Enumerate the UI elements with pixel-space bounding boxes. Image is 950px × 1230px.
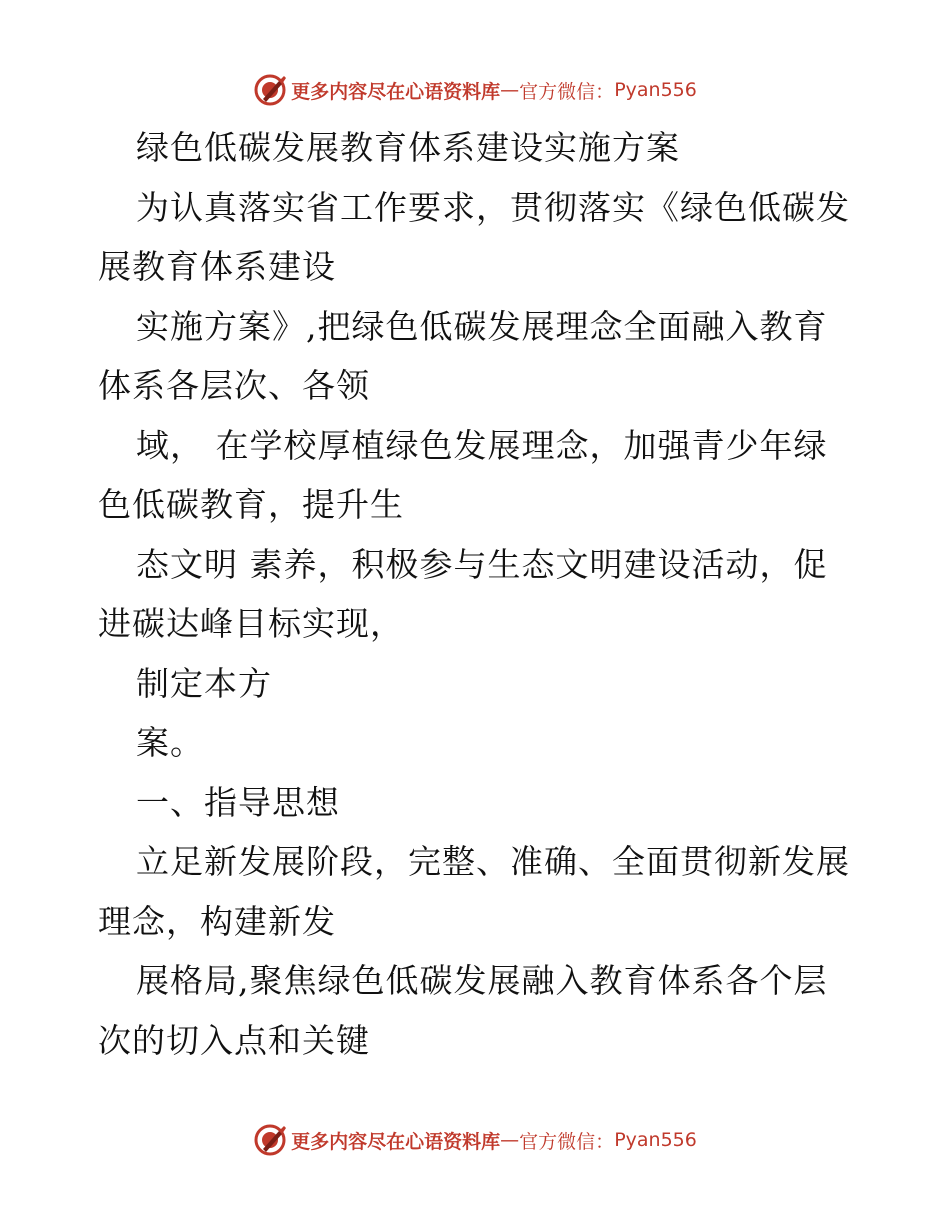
document-body — [98, 118, 858, 1070]
text-line: 域， 在学校厚植绿色发展理念，加强青少年绿 — [136, 425, 828, 465]
text-line: 制定本方 — [136, 663, 272, 703]
watermark-wechat-id: Pyan556 — [614, 1129, 697, 1151]
text-line: 展教育体系建设 — [98, 247, 336, 286]
watermark-wechat-label: 官方微信： — [519, 1130, 615, 1153]
text-line: 次的切入点和关键 — [98, 1020, 370, 1060]
text-line: 理念，构建新发 — [98, 901, 336, 941]
watermark-dash: — — [500, 79, 520, 101]
footer-watermark — [0, 1120, 950, 1160]
section-heading: 一、指导思想 — [136, 782, 340, 822]
text-line: 为认真落实省工作要求，贯彻落实《绿色低碳发 — [136, 187, 850, 227]
text-line: 态文明 素养，积极参与生态文明建设活动，促 — [136, 544, 828, 584]
text-line: 进碳达峰目标实现， — [98, 604, 404, 643]
text-line: 色低碳教育，提升生 — [98, 485, 404, 524]
watermark-main-text: 更多内容尽在心语资料库 — [291, 80, 501, 103]
pen-logo-icon — [253, 1123, 287, 1157]
watermark-main-text: 更多内容尽在心语资料库 — [291, 1130, 501, 1153]
pen-logo-icon — [253, 73, 287, 107]
text-line: 体系各层次、各领 — [98, 366, 370, 405]
watermark-dash: — — [500, 1129, 520, 1151]
text-line: 案。 — [136, 723, 204, 762]
watermark-wechat-id: Pyan556 — [614, 79, 697, 101]
text-line: 展格局,聚焦绿色低碳发展融入教育体系各个层 — [136, 961, 828, 1000]
text-line: 立足新发展阶段，完整、准确、全面贯彻新发展 — [136, 842, 850, 881]
document-title: 绿色低碳发展教育体系建设实施方案 — [136, 128, 680, 167]
watermark-wechat-label: 官方微信： — [519, 80, 615, 103]
text-line: 实施方案》,把绿色低碳发展理念全面融入教育 — [136, 306, 828, 346]
header-watermark — [0, 70, 950, 110]
